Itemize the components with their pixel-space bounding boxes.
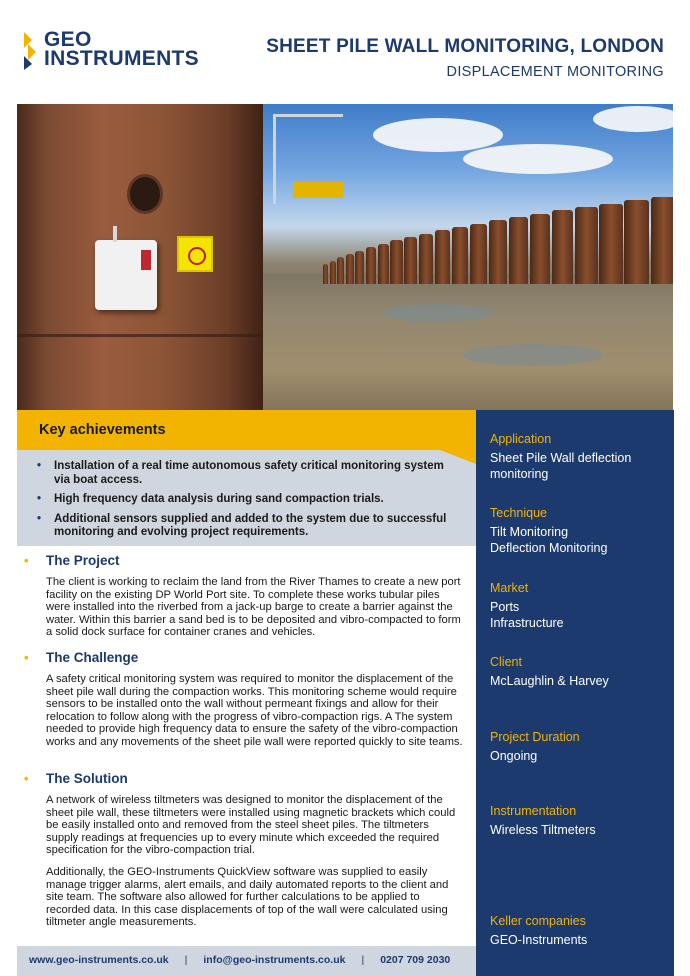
list-item: • Installation of a real time autonomous safety critical monitoring system via boat access. <box>37 460 444 486</box>
tubular-pile <box>419 234 433 284</box>
tubular-pile <box>509 217 529 284</box>
riverbed-mud <box>263 274 673 410</box>
footer-separator: | <box>184 954 188 966</box>
bullet-icon: • <box>24 650 29 665</box>
sidebar-item-application <box>490 432 666 482</box>
key-achievements-panel <box>17 450 476 546</box>
list-item: • Additional sensors supplied and added to the system due to successful monitoring and evolving project requirements. <box>37 512 447 538</box>
page-header <box>0 0 690 104</box>
email-link[interactable]: info@geo-instruments.co.uk <box>203 954 346 966</box>
tubular-pile <box>346 254 354 284</box>
key-achievements-list <box>37 460 457 546</box>
page-subtitle: DISPLACEMENT MONITORING <box>446 64 664 80</box>
logo-line-2: INSTRUMENTS <box>44 47 199 70</box>
sidebar-value: GEO-Instruments <box>490 933 588 947</box>
bullet-icon: • <box>37 460 42 472</box>
page-title: SHEET PILE WALL MONITORING, LONDON <box>266 36 664 57</box>
section-the-solution <box>24 771 464 929</box>
tubular-pile <box>651 197 673 284</box>
sidebar-value: Wireless Tiltmeters <box>490 823 596 837</box>
tubular-pile <box>489 220 508 284</box>
tubular-pile <box>323 264 328 284</box>
survey-target-icon <box>177 236 213 272</box>
cloud <box>593 106 673 132</box>
project-photos <box>17 104 673 410</box>
section-paragraph: Additionally, the GEO-Instruments QuickView software was supplied to easily manage trigger alarms, alert emails, and daily automated reports to the client and site team. The software also allowed for further calculations to be applied to recorded data. In this case displacements of top of the wall were calculated using tiltmeter angle measurements. <box>46 865 449 929</box>
sidebar-heading: Project Duration <box>490 730 580 744</box>
sidebar-value: McLaughlin & Harvey <box>490 674 609 688</box>
tubular-pile <box>452 227 468 284</box>
sidebar-item-client <box>490 655 666 690</box>
bullet-icon: • <box>37 512 42 525</box>
tubular-pile <box>470 224 487 284</box>
tubular-pile <box>575 207 598 284</box>
section-paragraph: A network of wireless tiltmeters was designed to monitor the displacement of the sheet pile wall, these tiltmeters were installed using magnetic brackets which could be easily installed onto and removed from the steel sheet piles. The tiltmeters supply readings at frequencies up to every minute which exceeded the required specification for the vibro-compaction trial. <box>46 794 456 857</box>
sidebar-value: Tilt Monitoring Deflection Monitoring <box>490 525 608 555</box>
sensor-label <box>141 250 151 270</box>
tubular-pile <box>624 200 649 284</box>
tubular-pile <box>355 251 364 284</box>
logo-chevron-icon <box>22 30 38 70</box>
tubular-pile <box>404 237 417 284</box>
sidebar-value: Ports Infrastructure <box>490 600 564 630</box>
sidebar-value: Sheet Pile Wall deflection monitoring <box>490 451 632 481</box>
sidebar-heading: Technique <box>490 506 547 520</box>
tubular-pile <box>552 210 574 284</box>
sidebar-item-project-duration <box>490 730 666 765</box>
sidebar-value: Ongoing <box>490 749 538 763</box>
tubular-pile <box>390 240 402 284</box>
phone-number[interactable]: 0207 709 2030 <box>380 954 451 966</box>
bullet-icon: • <box>37 493 42 505</box>
section-heading: • The Solution <box>24 771 128 786</box>
sidebar-heading: Application <box>490 432 552 446</box>
bullet-icon: • <box>24 771 29 786</box>
section-paragraph: A safety critical monitoring system was required to monitor the displacement of the sheet pile wall during the compaction works. This monitoring scheme would require sensors to be installed onto the wall without permeant fixings and allow for their relocation to follow along with the progress of vibro-compaction rigs. A The system needed to provide high frequency data to ensure the safety of the vibro-compaction works and any movements of the sheet pile wall were reported quickly to site teams. <box>46 673 463 748</box>
section-the-challenge <box>24 650 464 749</box>
pile-hole <box>127 174 163 214</box>
footer-separator: | <box>361 954 365 966</box>
sidebar-heading: Instrumentation <box>490 804 577 818</box>
logo-line-1: GEO <box>44 28 92 51</box>
footer-contacts <box>29 954 450 966</box>
section-heading: • The Project <box>24 553 120 568</box>
tubular-pile <box>330 261 336 284</box>
logo-wordmark <box>44 30 199 68</box>
tubular-pile <box>530 214 551 284</box>
cloud <box>373 118 503 152</box>
sidebar-item-technique <box>490 506 666 556</box>
tubular-pile-wall <box>323 180 673 284</box>
tiltmeter-on-pile-photo <box>17 104 263 410</box>
sidebar-item-keller-companies <box>490 914 666 949</box>
tubular-pile <box>599 204 623 284</box>
website-link[interactable]: www.geo-instruments.co.uk <box>29 954 169 966</box>
pile-seam <box>17 334 263 337</box>
contact-footer <box>17 946 476 976</box>
key-achievements-header <box>17 410 476 450</box>
sheet-pile-wall-photo <box>263 104 673 410</box>
header-notch <box>440 450 476 464</box>
sidebar-heading: Market <box>490 581 529 595</box>
tubular-pile <box>366 247 376 284</box>
sensor-antenna <box>113 226 117 242</box>
tubular-pile <box>337 257 344 284</box>
water-pool <box>383 304 493 322</box>
list-item: • High frequency data analysis during sand compaction trials. <box>37 493 384 505</box>
section-the-project <box>24 553 464 639</box>
tubular-pile <box>435 230 450 284</box>
section-paragraph: The client is working to reclaim the land from the River Thames to create a new port facility on the existing DP World Port site. To complete these works tubular piles were installed into the riverbed from a jack-up barge to create a barrier against the water. Within this barrier a sand bed is to be deposited and vibro-compacted to form a solid dock surface for container cranes and vehicles. <box>46 576 461 639</box>
sidebar-item-market <box>490 581 666 631</box>
bullet-icon: • <box>24 553 29 568</box>
geo-instruments-logo[interactable] <box>22 28 212 72</box>
sidebar-heading: Keller companies <box>490 914 586 928</box>
section-heading: • The Challenge <box>24 650 139 665</box>
tubular-pile <box>378 244 389 284</box>
wireless-tiltmeter-device <box>95 240 157 310</box>
water-pool <box>463 344 603 366</box>
project-details-sidebar <box>476 410 674 976</box>
cloud <box>463 144 613 174</box>
key-achievements-title: Key achievements <box>39 422 166 438</box>
sidebar-heading: Client <box>490 655 522 669</box>
sidebar-item-instrumentation <box>490 804 666 839</box>
